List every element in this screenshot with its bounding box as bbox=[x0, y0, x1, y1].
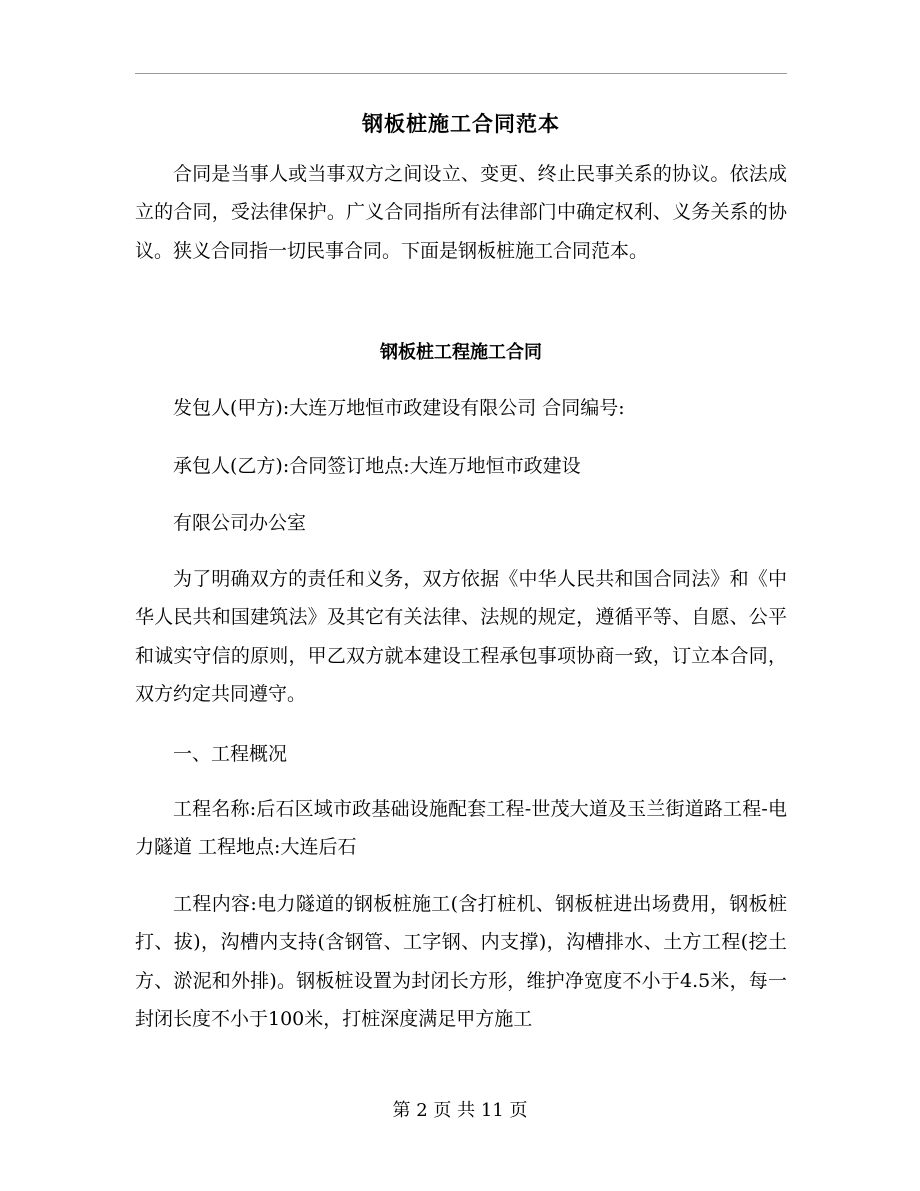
party-b-line: 承包人(乙方):合同签订地点:大连万地恒市政建设 bbox=[173, 455, 581, 477]
contract-title: 钢板桩工程施工合同 bbox=[380, 342, 542, 363]
party-a-line: 发包人(甲方):大连万地恒市政建设有限公司 合同编号: bbox=[173, 397, 625, 419]
section-heading: 一、工程概况 bbox=[173, 743, 288, 765]
office-line: 有限公司办公室 bbox=[173, 512, 307, 534]
project-name-paragraph: 工程名称:后石区域市政基础设施配套工程-世茂大道及玉兰街道路工程-电力隧道 工程地点:大连后石 bbox=[135, 798, 787, 859]
preamble-paragraph: 为了明确双方的责任和义务，双方依据《中华人民共和国合同法》和《中华人民共和国建筑法》及其它有关法律、法规的规定，遵循平等、自愿、公平和诚实守信的原则，甲乙双方就本建设工程承包事项协商一致，订立本合同，双方约定共同遵守。 bbox=[135, 568, 787, 705]
page-footer: 第 2 页 共 11 页 bbox=[392, 1100, 528, 1121]
intro-paragraph: 合同是当事人或当事双方之间设立、变更、终止民事关系的协议。依法成立的合同，受法律保护。广义合同指所有法律部门中确定权利、义务关系的协议。狭义合同指一切民事合同。下面是钢板桩施工合同范本。 bbox=[135, 163, 787, 262]
document-title: 钢板桩施工合同范本 bbox=[362, 111, 560, 136]
project-content-paragraph: 工程内容:电力隧道的钢板桩施工(含打桩机、钢板桩进出场费用，钢板桩打、拔)，沟槽内支持(含钢管、工字钢、内支撑)，沟槽排水、土方工程(挖土方、淤泥和外排)。钢板桩设置为封闭长方形，维护净宽度不小于4.5米，每一封闭长度不小于100米，打桩深度满足甲方施工 bbox=[135, 893, 787, 1030]
header-rule bbox=[135, 73, 787, 74]
